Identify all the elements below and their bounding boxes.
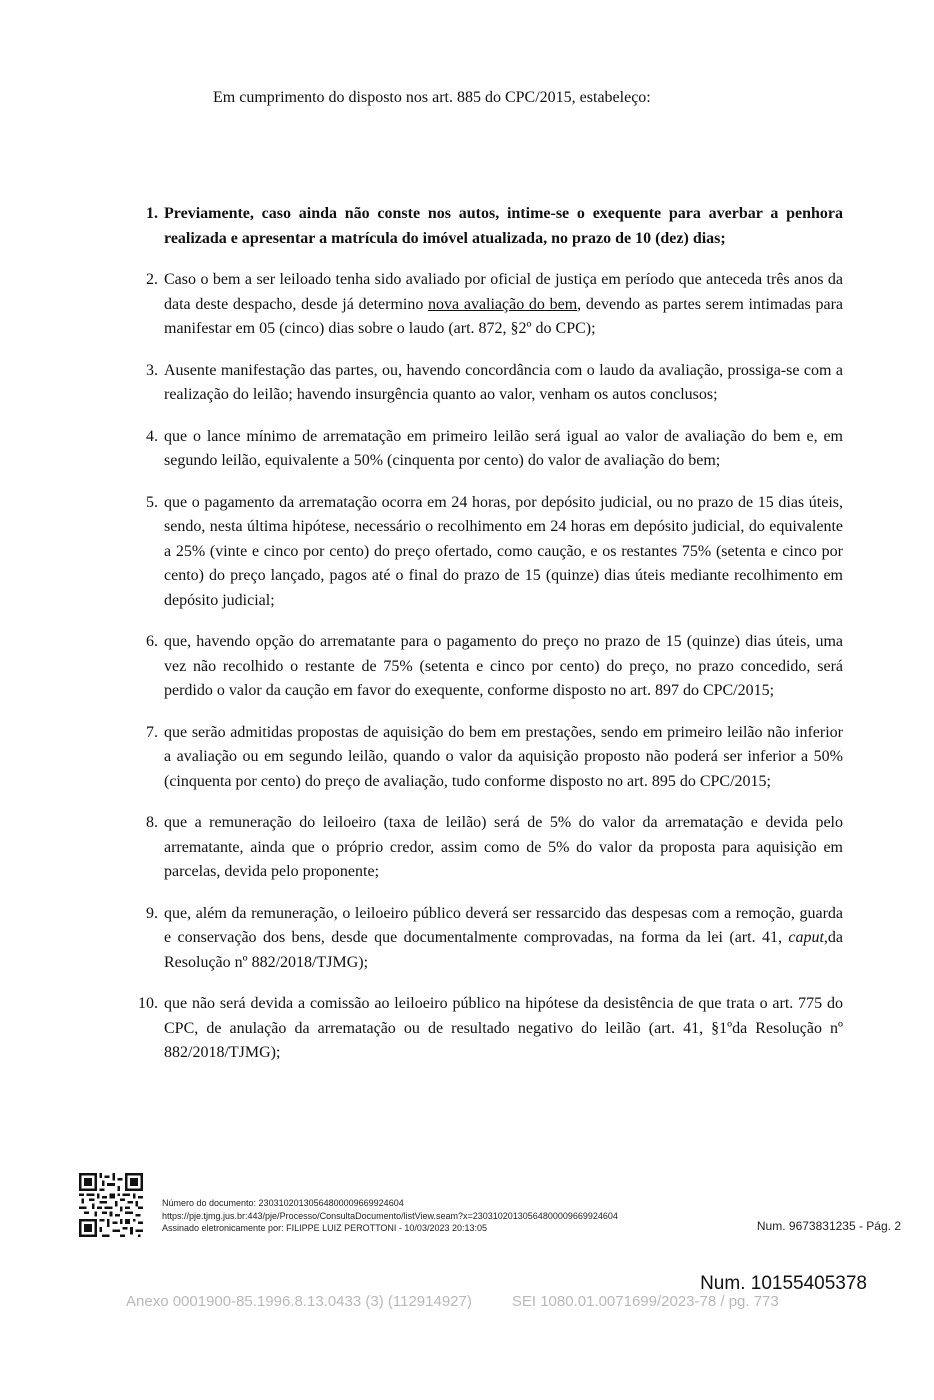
item-text: que o pagamento da arrematação ocorra em 24 horas, por depósito judicial, ou no prazo de 15 dias úteis, sendo, nesta última hipótese, necessário o recolhimento em 24 horas em depósito judicial, do equivalente a 25% (vinte e cinco por cento) do preço ofertado, como caução, e os restantes 75% (setenta e cinco por cento) do preço lançado, pagos até o final do prazo de 15 (quinze) dias úteis mediante recolhimento em depósito judicial; <box>164 493 843 609</box>
item-underlined-text: nova avaliação do bem <box>428 295 578 313</box>
list-item <box>146 359 843 408</box>
determinations-list <box>138 202 843 1083</box>
item-text: que a remuneração do leiloeiro (taxa de leilão) será de 5% do valor da arrematação e devida pelo arrematante, ainda que o próprio credor, assim como de 5% do valor da proposta para aquisição em parcelas, devida pelo proponente; <box>164 814 843 880</box>
item-text: que não será devida a comissão ao leiloeiro público na hipótese da desistência de que trata o art. 775 do CPC, de anulação da arrematação ou de resultado negativo do leilão (art. 41, §1ºda Resolução nº 882/2018/TJMG); <box>164 995 843 1061</box>
item-text: que, além da remuneração, o leiloeiro público deverá ser ressarcido das despesas com a remoção, guarda e conservação dos bens, desde que documentalmente comprovadas, na forma da lei (art. 41, <box>164 904 843 946</box>
item-number: 4. <box>146 427 158 445</box>
item-number: 6. <box>146 633 158 650</box>
item-number: 10. <box>138 995 158 1012</box>
sei-reference: SEI 1080.01.0071699/2023-78 / pg. 773 <box>511 1293 779 1310</box>
qr-code-icon <box>79 1173 143 1237</box>
list-item <box>146 721 843 795</box>
list-item <box>146 630 843 704</box>
document-number: Número do documento: 23031020130564800009669924604 <box>162 1198 404 1208</box>
list-item <box>146 202 843 251</box>
item-text: Previamente, caso ainda não conste nos autos, intime-se o exequente para averbar a penhora realizada e apresentar a matrícula do imóvel atualizada, no prazo de 10 (dez) dias; <box>164 205 843 247</box>
item-number: 5. <box>146 493 158 511</box>
stamp-number: Num. 10155405378 <box>700 1273 867 1294</box>
item-number: 8. <box>146 814 158 831</box>
item-text: que serão admitidas propostas de aquisição do bem em prestações, sendo em primeiro leilão não inferior a avaliação ou em segundo leilão, quando o valor da aquisição proposto não poderá ser inferior a 50% (cinquenta por cento) do preço de avaliação, tudo conforme disposto no art. 895 do CPC/2015; <box>164 723 843 790</box>
list-item <box>146 268 843 342</box>
list-item <box>146 425 843 474</box>
list-item <box>138 992 843 1066</box>
annex-watermark <box>126 1293 779 1310</box>
annex-reference: Anexo 0001900-85.1996.8.13.0433 (3) (112914927) <box>126 1293 472 1310</box>
item-italic-text: caput <box>788 929 824 946</box>
item-text: Caso o bem a ser leiloado tenha sido avaliado por oficial de justiça em período que anteceda três anos da data deste despacho, desde já determino <box>164 271 843 313</box>
signature-metadata <box>162 1197 618 1235</box>
item-number: 7. <box>146 723 158 741</box>
list-item <box>146 902 843 976</box>
item-text-continued: ,da Resolução nº 882/2018/TJMG); <box>164 929 843 971</box>
item-text: Ausente manifestação das partes, ou, havendo concordância com o laudo da avaliação, prossiga-se com a realização do leilão; havendo insurgência quanto ao valor, venham os autos conclusos; <box>164 361 843 403</box>
item-number: 9. <box>146 904 158 922</box>
document-url: https://pje.tjmg.jus.br:443/pje/Processo/ConsultaDocumento/listView.seam?x=23031020130564800009669924604 <box>162 1210 618 1221</box>
item-number: 3. <box>146 361 158 379</box>
signed-by: Assinado eletronicamente por: FILIPPE LUIZ PEROTTONI - 10/03/2023 20:13:05 <box>162 1223 488 1233</box>
list-item <box>146 491 843 614</box>
item-number: 1. <box>146 205 158 222</box>
item-text: que o lance mínimo de arrematação em primeiro leilão será igual ao valor de avaliação do bem e, em segundo leilão, equivalente a 50% (cinquenta por cento) do valor de avaliação do bem; <box>164 427 843 469</box>
item-text-continued: , devendo as partes serem intimadas para manifestar em 05 (cinco) dias sobre o laudo (art. 872, §2º do CPC); <box>164 295 843 337</box>
item-text: que, havendo opção do arrematante para o pagamento do preço no prazo de 15 (quinze) dias úteis, uma vez não recolhido o restante de 75% (setenta e cinco por cento) do preço, no prazo concedido, será perdido o valor da caução em favor do exequente, conforme disposto no art. 897 do CPC/2015; <box>164 633 843 699</box>
list-item <box>146 811 843 885</box>
page-reference: Num. 9673831235 - Pág. 2 <box>756 1219 901 1233</box>
item-number: 2. <box>146 271 158 288</box>
intro-paragraph: Em cumprimento do disposto nos art. 885 do CPC/2015, estabeleço: <box>213 89 651 106</box>
